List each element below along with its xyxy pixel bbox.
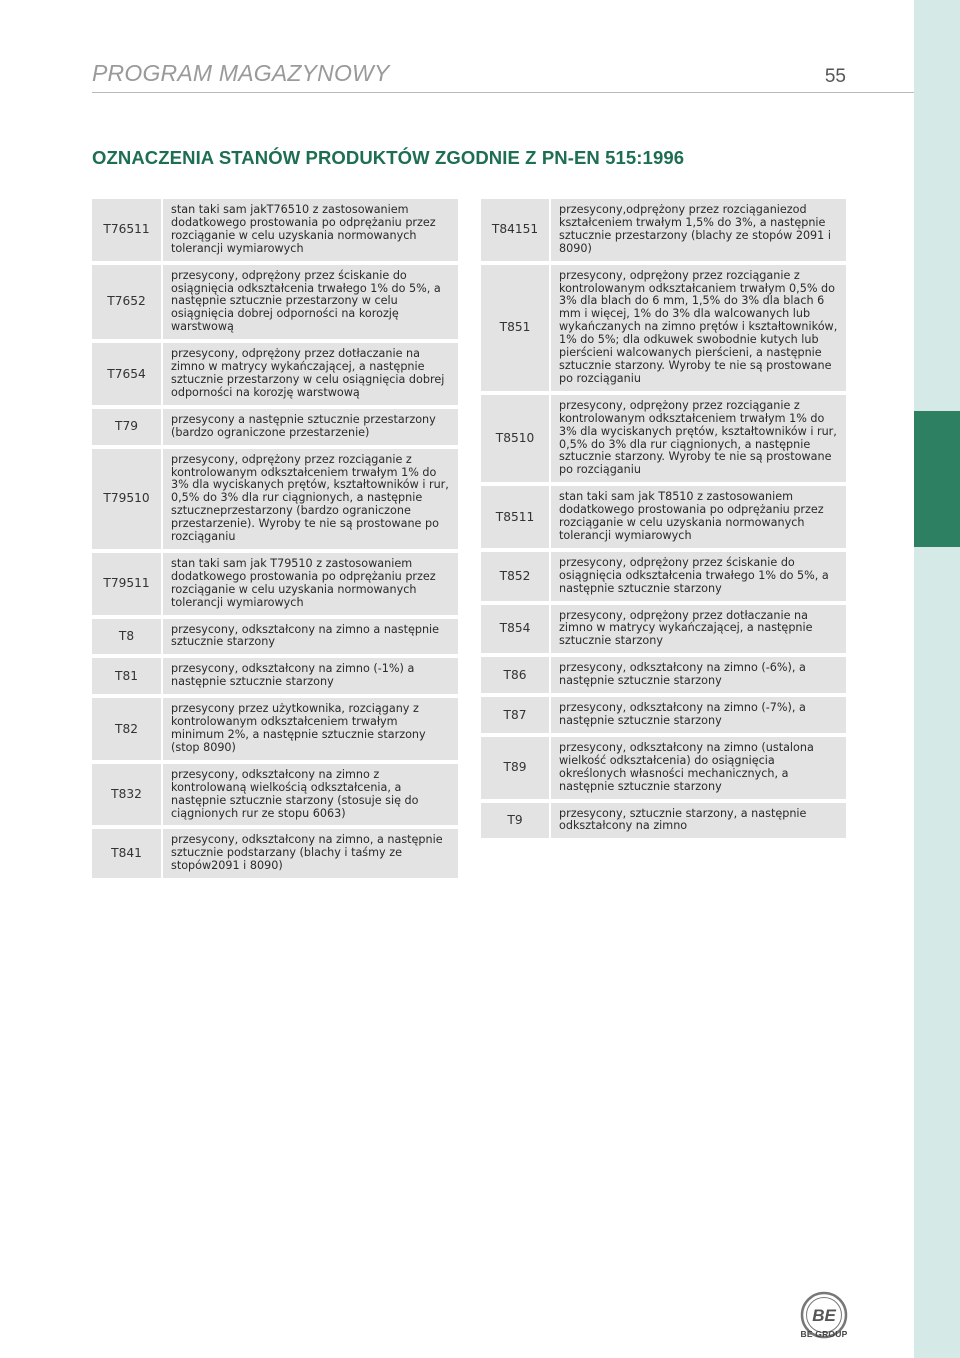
temper-code: T84151	[481, 199, 550, 263]
table-row	[481, 655, 846, 695]
temper-description: przesycony, odkształcony na zimno z kontrolowaną wielkością odkształcenia, a następnie sztucznie starzony (stosuje się do ciągnionych rur ze stopu 6063)	[162, 762, 458, 828]
temper-description: przesycony, odkształcony na zimno (-7%), a następnie sztucznie starzony	[550, 695, 846, 735]
table-row	[92, 656, 458, 696]
table-row	[481, 695, 846, 735]
side-section-tab	[914, 411, 960, 547]
table-row	[481, 550, 846, 603]
header-divider	[92, 92, 914, 93]
temper-code: T82	[92, 696, 162, 762]
temper-description: przesycony, odprężony przez dotłaczanie na zimno w matrycy wykańczającej, a następnie sztucznie przestarzony w celu osiągnięcia dobrej odporności na korozję warstwową	[162, 341, 458, 407]
side-color-band	[914, 0, 960, 1358]
table-row	[92, 551, 458, 617]
temper-code: T8510	[481, 393, 550, 484]
table-row	[92, 617, 458, 657]
table-row	[92, 199, 458, 263]
temper-description: stan taki sam jakT76510 z zastosowaniem dodatkowego prostowania po odprężaniu przez rozciąganie w celu uzyskania normowanych tolerancji wymiarowych	[162, 199, 458, 263]
temper-code: T9	[481, 801, 550, 841]
temper-description: przesycony, sztucznie starzony, a następnie odkształcony na zimno	[550, 801, 846, 841]
temper-code: T81	[92, 656, 162, 696]
table-row	[92, 263, 458, 342]
table-row	[481, 801, 846, 841]
table-row	[481, 199, 846, 263]
page-header-title: PROGRAM MAGAZYNOWY	[92, 60, 390, 86]
temper-description: przesycony, odprężony przez rozciąganie z kontrolowanym odkształceniem trwałym 1% do 3% dla wyciskanych prętów, kształtowników i rur, 0,5% do 3% dla rur ciągnionych, a następnie sztucznie starzony. Wyroby te nie są prostowane po rozciąganiu	[550, 393, 846, 484]
temper-code: T79	[92, 407, 162, 447]
logo-text: BE GROUP	[800, 1329, 848, 1339]
table-row	[481, 603, 846, 656]
section-heading: OZNACZENIA STANÓW PRODUKTÓW ZGODNIE Z PN-EN 515:1996	[92, 147, 685, 168]
temper-description: stan taki sam jak T79510 z zastosowaniem dodatkowego prostowania po odprężaniu przez rozciąganie w celu uzyskania normowanych tolerancji wymiarowych	[162, 551, 458, 617]
temper-code: T76511	[92, 199, 162, 263]
temper-code: T852	[481, 550, 550, 603]
table-row	[481, 735, 846, 801]
temper-code: T841	[92, 827, 162, 880]
temper-description: przesycony, odprężony przez ściskanie do osiągnięcia odkształcenia trwałego 1% do 5%, a następnie sztucznie starzony	[550, 550, 846, 603]
table-row	[481, 263, 846, 393]
table-row	[92, 341, 458, 407]
table-row	[92, 827, 458, 880]
temper-code: T79510	[92, 447, 162, 551]
temper-code: T8511	[481, 484, 550, 550]
temper-description: przesycony, odprężony przez rozciąganie z kontrolowanym odkształceniem trwałym 1% do 3% dla wyciskanych prętów, kształtowników i rur, 0,5% do 3% dla rur ciągnionych, a następnie sztuczneprzestarzony (bardzo ograniczone przestarzenie). Wyroby te nie są prostowane po rozciąganiu	[162, 447, 458, 551]
temper-description: przesycony,odprężony przez rozciąganiezod kształceniem trwałym 1,5% do 3%, a następnie sztucznie przestarzony (blachy ze stopów 2091 i 8090)	[550, 199, 846, 263]
temper-description: przesycony, odkształcony na zimno (-1%) a następnie sztucznie starzony	[162, 656, 458, 696]
temper-code: T79511	[92, 551, 162, 617]
temper-description: przesycony, odkształcony na zimno (ustalona wielkość odkształcenia) do osiągnięcia określonych własności mechanicznych, a następnie sztucznie starzony	[550, 735, 846, 801]
temper-code: T87	[481, 695, 550, 735]
temper-code: T7652	[92, 263, 162, 342]
temper-code: T854	[481, 603, 550, 656]
temper-code: T832	[92, 762, 162, 828]
table-row	[92, 447, 458, 551]
temper-codes-table-right	[481, 199, 846, 842]
page-number: 55	[824, 66, 846, 87]
temper-code: T7654	[92, 341, 162, 407]
table-row	[481, 393, 846, 484]
temper-description: przesycony, odkształcony na zimno, a następnie sztucznie podstarzany (blachy i taśmy ze stopów2091 i 8090)	[162, 827, 458, 880]
temper-code: T8	[92, 617, 162, 657]
table-row	[92, 407, 458, 447]
temper-description: przesycony, odkształcony na zimno (-6%), a następnie sztucznie starzony	[550, 655, 846, 695]
temper-code: T851	[481, 263, 550, 393]
temper-description: przesycony, odprężony przez dotłaczanie na zimno w matrycy wykańczającej, a następnie sztucznie starzony	[550, 603, 846, 656]
table-row	[92, 696, 458, 762]
temper-description: przesycony przez użytkownika, rozciągany z kontrolowanym odkształceniem trwałym minimum 2%, a następnie sztucznie starzony (stop 8090)	[162, 696, 458, 762]
temper-codes-table-left	[92, 199, 458, 882]
temper-description: przesycony, odkształcony na zimno a następnie sztucznie starzony	[162, 617, 458, 657]
temper-description: przesycony, odprężony przez ściskanie do osiągnięcia odkształcenia trwałego 1% do 5%, a następnie sztucznie przestarzony w celu osiągnięcia dobrej odporności na korozję warstwową	[162, 263, 458, 342]
temper-code: T89	[481, 735, 550, 801]
temper-description: przesycony, odprężony przez rozciąganie z kontrolowanym odkształcaniem trwałym 0,5% do 3% dla blach do 6 mm, 1,5% do 3% dla blach 6 mm i więcej, 1% do 3% dla walcowanych lub wykańczanych na zimno prętów i kształtowników, 1% do 5%; dla odkuwek swobodnie kutych lub pierścieni walcowanych pierścieni, a następnie sztucznie starzony. Wyroby te nie są prostowane po rozciąganiu	[550, 263, 846, 393]
logo-mark: BE	[812, 1306, 836, 1325]
temper-description: przesycony a następnie sztucznie przestarzony (bardzo ograniczone przestarzenie)	[162, 407, 458, 447]
temper-code: T86	[481, 655, 550, 695]
table-row	[481, 484, 846, 550]
table-row	[92, 762, 458, 828]
temper-description: stan taki sam jak T8510 z zastosowaniem dodatkowego prostowania po odprężaniu przez rozciąganie w celu uzyskania normowanych tolerancji wymiarowych	[550, 484, 846, 550]
